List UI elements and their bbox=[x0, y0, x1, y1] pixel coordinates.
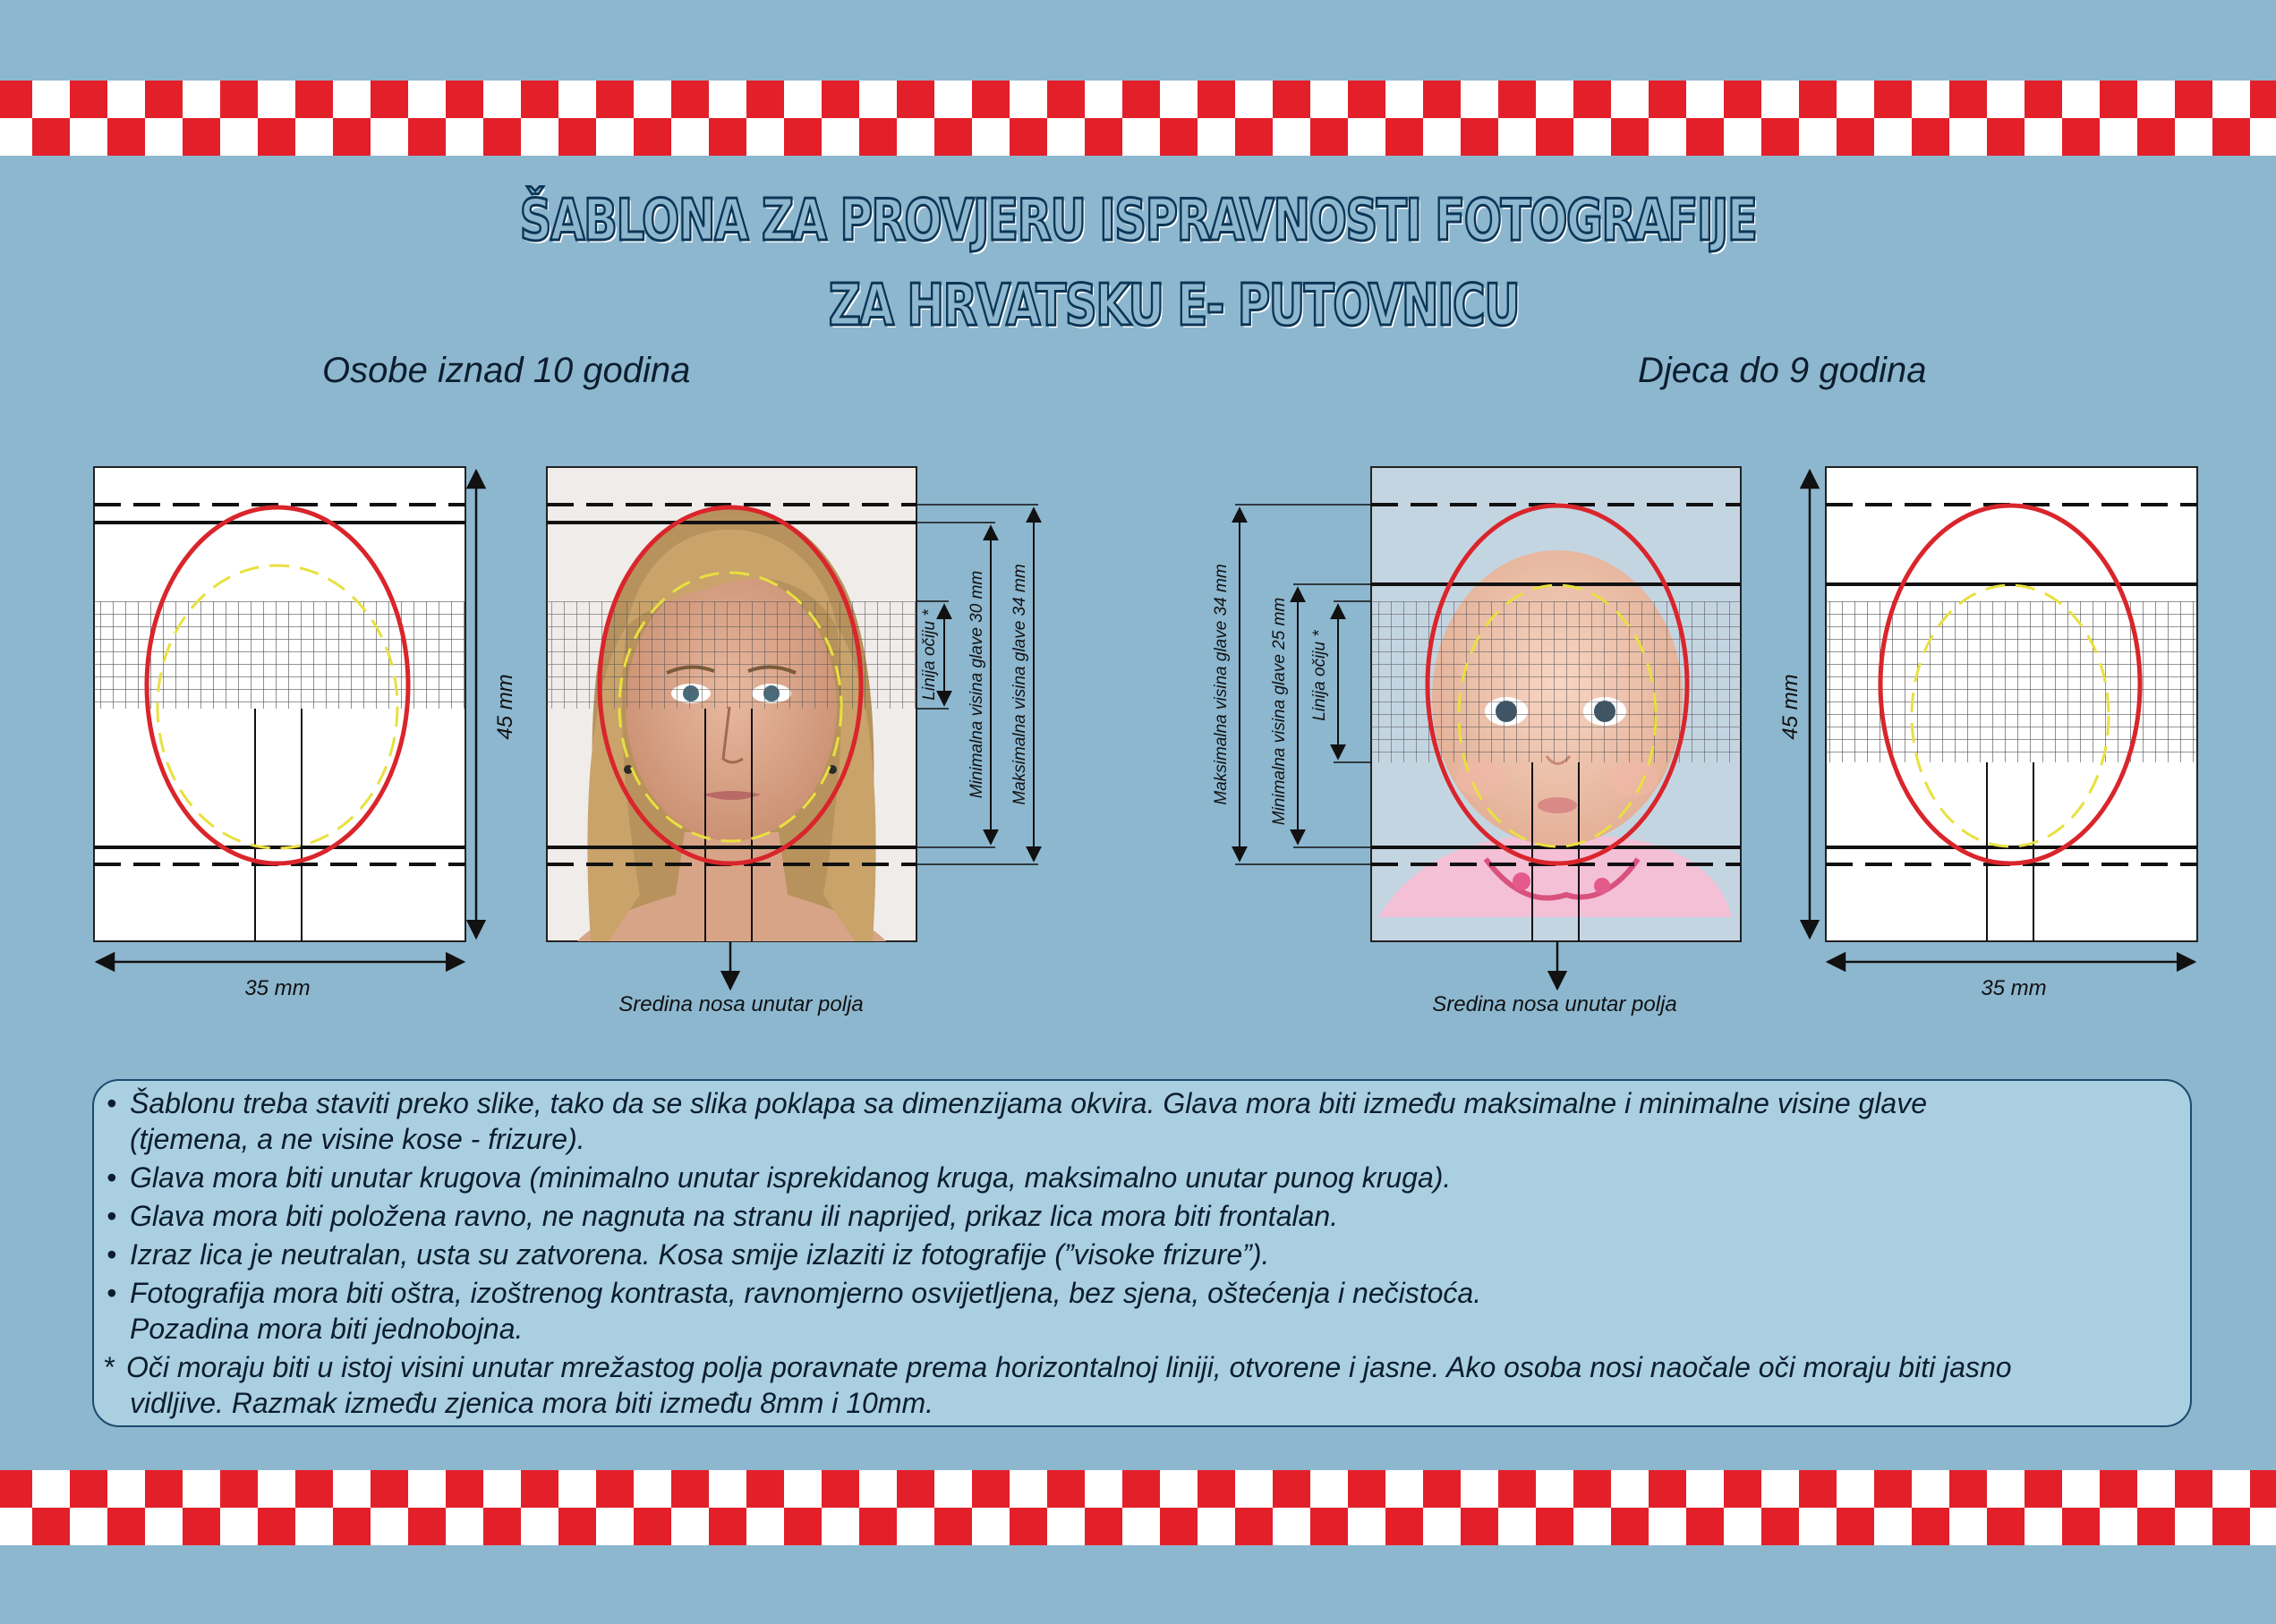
bullet: • bbox=[107, 1238, 117, 1271]
adult-max-head-label: Maksimalna visina glave 34 mm bbox=[1010, 564, 1029, 805]
height-label-right: 45 mm bbox=[1778, 674, 1803, 740]
height-label-left: 45 mm bbox=[493, 674, 517, 740]
child-nose-label: Sredina nosa unutar polja bbox=[1432, 992, 1677, 1016]
note-4 bbox=[107, 1237, 1269, 1272]
adult-photo-template bbox=[547, 467, 916, 941]
note-4-text: Izraz lica je neutralan, usta su zatvorena. Kosa smije izlaziti iz fotografije (”visoke frizure”). bbox=[130, 1238, 1270, 1271]
child-min-head-label: Minimalna visina glave 25 mm bbox=[1270, 597, 1289, 826]
note-5 bbox=[107, 1275, 1481, 1311]
adult-min-head-label: Minimalna visina glave 30 mm bbox=[968, 570, 986, 799]
note-1-cont: (tjemena, a ne visine kose - frizure). bbox=[130, 1123, 585, 1155]
section-children-heading: Djeca do 9 godina bbox=[1638, 351, 1927, 390]
note-5-text: Fotografija mora biti oštra, izoštrenog kontrasta, ravnomjerno osvijetljena, bez sjena, oštećenja i nečistoća. bbox=[130, 1277, 1482, 1309]
note-6-text: Oči moraju biti u istoj visini unutar mrežastog polja poravnate prema horizontalnoj liniji, otvorene i jasne. Ako osoba nosi naočale oči moraju biti jasno bbox=[126, 1351, 2012, 1383]
child-eye-line-label: Linija očiju * bbox=[1310, 630, 1329, 721]
section-adults-heading: Osobe iznad 10 godina bbox=[322, 351, 691, 390]
note-2-text: Glava mora biti unutar krugova (minimalno unutar isprekidanog kruga, maksimalno unutar punog kruga). bbox=[130, 1161, 1452, 1194]
note-2 bbox=[107, 1160, 1451, 1195]
bullet: • bbox=[107, 1277, 117, 1309]
bullet: • bbox=[107, 1200, 117, 1232]
instructions-box bbox=[92, 1079, 2192, 1427]
bullet: • bbox=[107, 1087, 117, 1119]
note-3-text: Glava mora biti položena ravno, ne nagnuta na stranu ili naprijed, prikaz lica mora biti frontalan. bbox=[130, 1200, 1339, 1232]
adult-blank-template bbox=[94, 467, 465, 941]
note-6 bbox=[103, 1349, 2012, 1385]
child-blank-template bbox=[1826, 467, 2197, 941]
page-title-line2: ZA HRVATSKU E- PUTOVNICU bbox=[828, 273, 1520, 339]
bullet: • bbox=[107, 1161, 117, 1194]
note-6-cont: vidljive. Razmak između zjenica mora biti između 8mm i 10mm. bbox=[130, 1387, 934, 1419]
page-title-line1: ŠABLONA ZA PROVJERU ISPRAVNOSTI FOTOGRAFIJE bbox=[519, 188, 1757, 254]
note-5-cont: Pozadina mora biti jednobojna. bbox=[130, 1313, 524, 1345]
child-photo-template bbox=[1371, 467, 1741, 941]
width-label-left: 35 mm bbox=[244, 976, 311, 1000]
note-1 bbox=[107, 1085, 1927, 1121]
asterisk: * bbox=[103, 1351, 115, 1383]
width-label-right: 35 mm bbox=[1981, 976, 2047, 1000]
child-max-head-label: Maksimalna visina glave 34 mm bbox=[1212, 564, 1231, 805]
note-1-text: Šablonu treba staviti preko slike, tako da se slika poklapa sa dimenzijama okvira. Glava mora biti između maksimalne i minimalne visine glave bbox=[130, 1087, 1928, 1119]
adult-nose-label: Sredina nosa unutar polja bbox=[618, 992, 864, 1016]
note-3 bbox=[107, 1198, 1338, 1234]
adult-eye-line-label: Linija očiju * bbox=[920, 609, 939, 701]
